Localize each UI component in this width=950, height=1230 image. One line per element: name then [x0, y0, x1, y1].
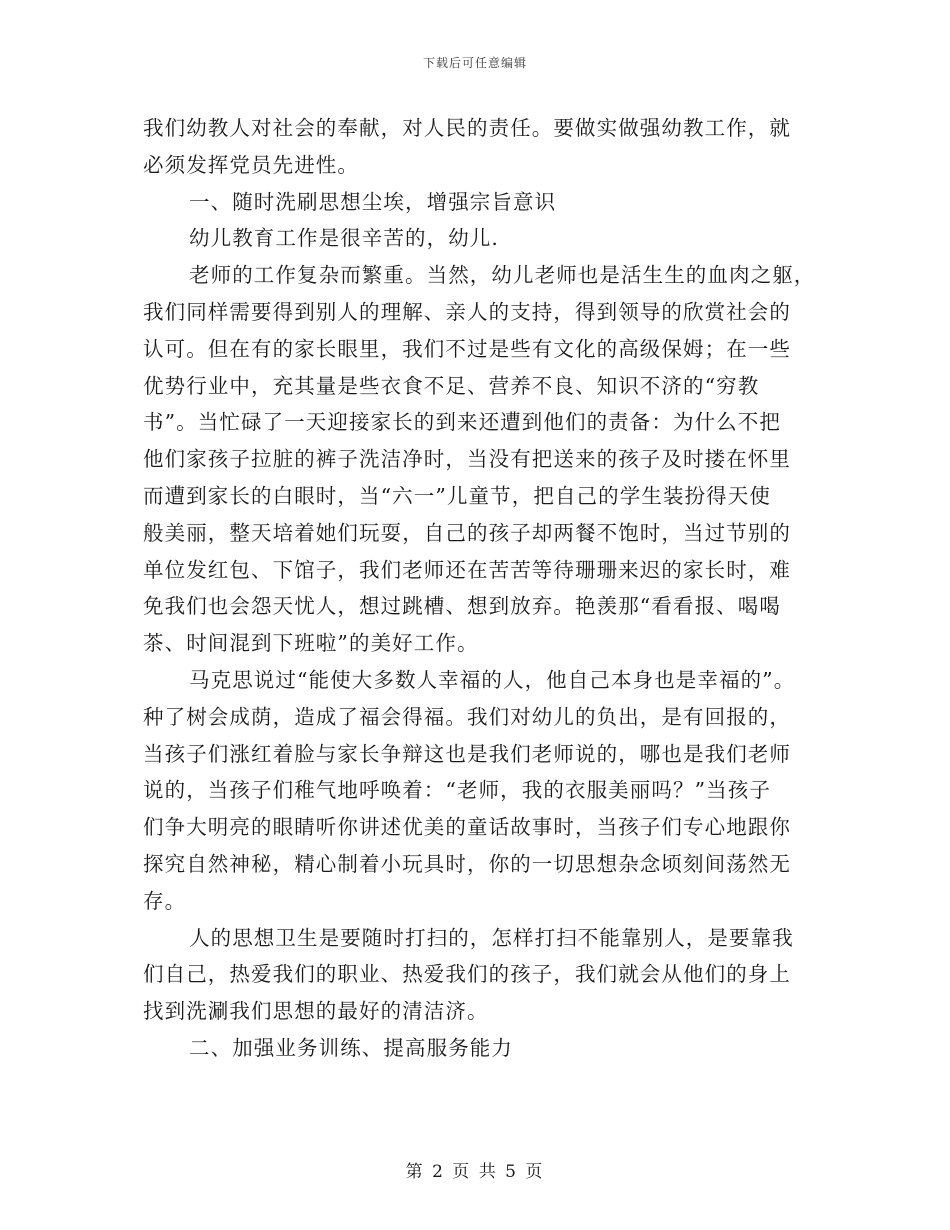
- text-line: 我们幼教人对社会的奉献，对人民的责任。要做实做强幼教工作，就: [143, 116, 791, 140]
- section-heading: 一、随时洗刷思想尘埃，增强宗旨意识: [189, 189, 557, 214]
- text-line: 幼儿教育工作是很辛苦的，幼儿.: [189, 226, 500, 251]
- text-line: 们自己，热爱我们的职业、热爱我们的孩子，我们就会从他们的身上: [143, 962, 791, 987]
- text-line: 书”。当忙碌了一天迎接家长的到来还遭到他们的责备：为什么不把: [143, 410, 781, 435]
- text-line: 马克思说过“能使大多数人幸福的人，他自己本身也是幸福的”。: [189, 667, 796, 692]
- text-line: 单位发红包、下馆子，我们老师还在苦苦等待珊珊来迟的家长时，难: [143, 557, 791, 582]
- text-line: 种了树会成荫，造成了福会得福。我们对幼儿的负出，是有回报的，: [143, 704, 791, 729]
- text-line: 存。: [143, 888, 187, 913]
- text-line: 茶、时间混到下班啦”的美好工作。: [143, 631, 479, 656]
- text-line: 而遭到家长的白眼时，当“六一”儿童节，把自己的学生装扮得天使: [143, 483, 771, 508]
- section-heading: 二、加强业务训练、提高服务能力: [189, 1035, 513, 1060]
- text-line: 说的，当孩子们稚气地呼唤着：“老师，我的衣服美丽吗？”当孩子: [143, 778, 771, 803]
- text-line: 般美丽，整天培着她们玩耍，自己的孩子却两餐不饱时，当过节别的: [143, 520, 791, 545]
- text-line: 老师的工作复杂而繁重。当然，幼儿老师也是活生生的血肉之躯，: [189, 263, 816, 288]
- text-line: 认可。但在有的家长眼里，我们不过是些有文化的高级保姆；在一些: [143, 336, 791, 361]
- text-line: 人的思想卫生是要随时打扫的，怎样打扫不能靠别人，是要靠我: [189, 925, 794, 950]
- text-line: 必须发挥党员先进性。: [143, 152, 359, 177]
- text-line: 探究自然神秘，精心制着小玩具时，你的一切思想杂念顷刻间荡然无: [143, 851, 791, 876]
- page-header: 下载后可任意编辑: [422, 56, 527, 70]
- text-line: 我们同样需要得到别人的理解、亲人的支持，得到领导的欣赏社会的: [143, 299, 791, 324]
- text-line: 优势行业中，充其量是些衣食不足、营养不良、知识不济的“穷教: [143, 373, 760, 398]
- text-line: 他们家孩子拉脏的裤子洗洁净时，当没有把送来的孩子及时搂在怀里: [143, 447, 791, 472]
- page-number: 第 2 页 共 5 页: [405, 1162, 545, 1182]
- text-line: 找到洗涮我们思想的最好的清洁济。: [143, 999, 489, 1024]
- text-line: 们争大明亮的眼睛听你讲述优美的童话故事时，当孩子们专心地跟你: [143, 815, 791, 840]
- text-line: 免我们也会怨天忧人，想过跳槽、想到放弃。艳羡那“看看报、喝喝: [143, 594, 781, 619]
- document-body: [143, 110, 816, 1067]
- text-line: 当孩子们涨红着脸与家长争辩这也是我们老师说的，哪也是我们老师: [143, 741, 791, 766]
